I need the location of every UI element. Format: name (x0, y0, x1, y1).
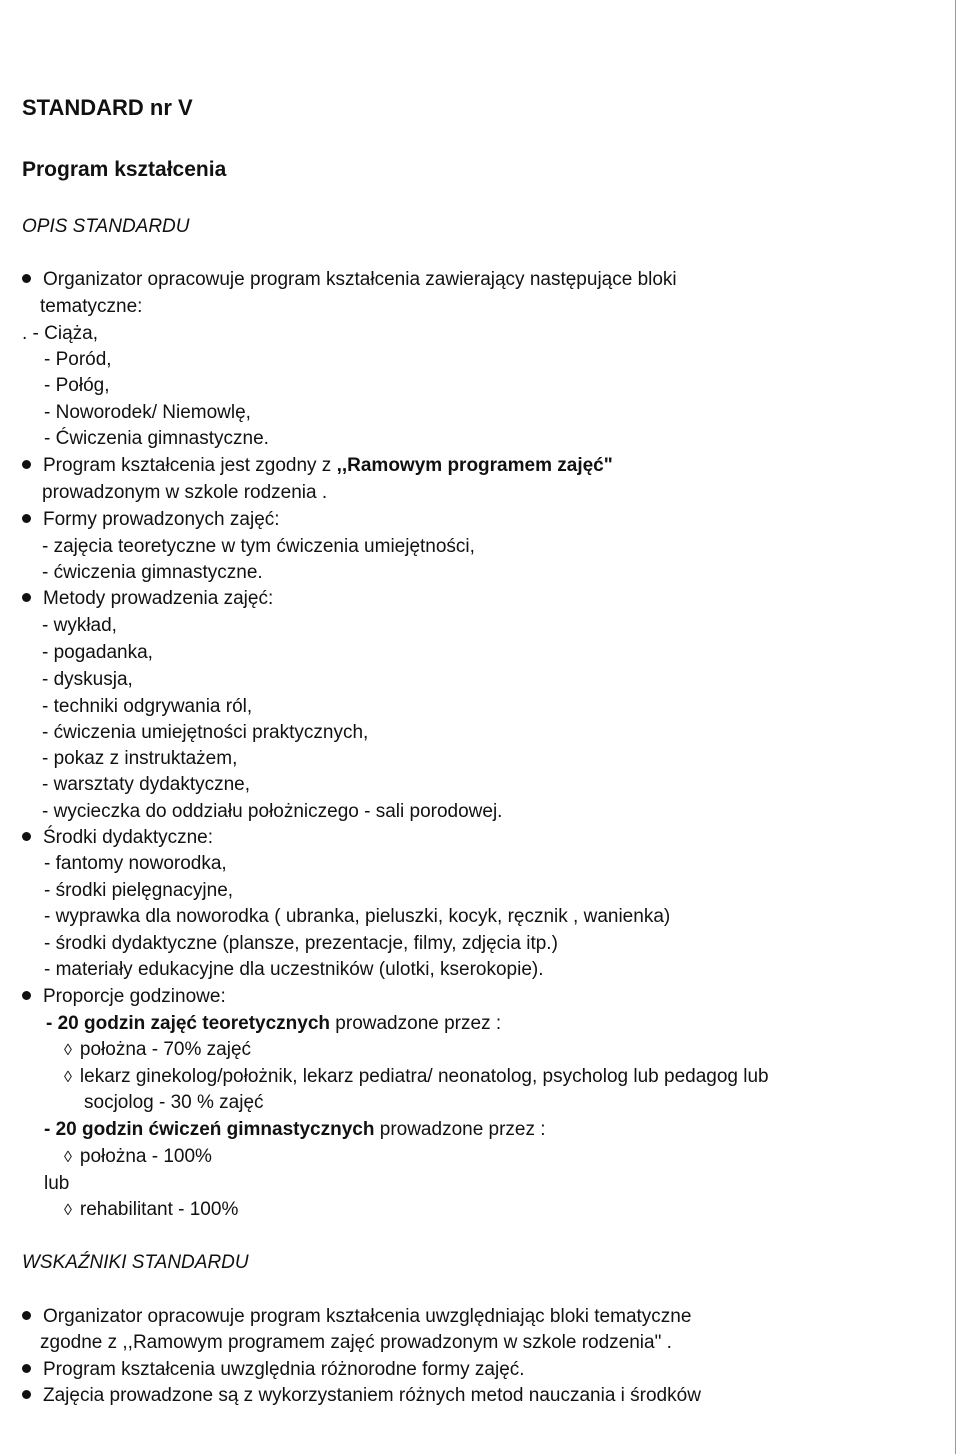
bullet-icon (22, 274, 31, 283)
sub-item: ◊ położna - 70% zajęć (64, 1038, 251, 1063)
section-heading-wskazniki: WSKAŹNIKI STANDARDU (22, 1252, 249, 1273)
diamond-icon: ◊ (64, 1042, 72, 1059)
section-heading-opis: OPIS STANDARDU (22, 216, 190, 237)
bullet-item: Środki dydaktyczne: (22, 826, 213, 850)
text-line: socjolog - 30 % zajęć (84, 1092, 264, 1113)
bullet-item: Organizator opracowuje program kształcenia uwzględniając bloki tematyczne (22, 1305, 691, 1329)
bullet-icon (22, 1364, 31, 1373)
list-item: - Poród, (44, 349, 112, 370)
list-item: - wycieczka do oddziału położniczego - sali porodowej. (42, 801, 503, 822)
bullet-icon (22, 832, 31, 841)
bullet-item: Proporcje godzinowe: (22, 985, 226, 1009)
list-item: - warsztaty dydaktyczne, (42, 774, 251, 795)
list-item: - ćwiczenia umiejętności praktycznych, (42, 722, 369, 743)
list-item: - wykład, (42, 615, 117, 636)
list-item: - ćwiczenia gimnastyczne. (42, 562, 263, 583)
text-line: lub (44, 1173, 70, 1194)
scan-edge-line (955, 0, 956, 1454)
bullet-icon (22, 514, 31, 523)
bullet-item: Zajęcia prowadzone są z wykorzystaniem różnych metod nauczania i środków (22, 1384, 701, 1408)
list-item: - Noworodek/ Niemowlę, (44, 402, 251, 423)
list-item: - 20 godzin ćwiczeń gimnastycznych prowadzone przez : (44, 1119, 546, 1140)
list-item: - wyprawka dla noworodka ( ubranka, pieluszki, kocyk, ręcznik , wanienka) (44, 906, 671, 927)
list-item: - pokaz z instruktażem, (42, 748, 238, 769)
bullet-icon (22, 1311, 31, 1320)
list-item: - środki dydaktyczne (plansze, prezentacje, filmy, zdjęcia itp.) (44, 933, 558, 954)
text-line: prowadzonym w szkole rodzenia . (42, 482, 328, 503)
bullet-icon (22, 991, 31, 1000)
list-item: - materiały edukacyjne dla uczestników (ulotki, kserokopie). (44, 959, 544, 980)
diamond-icon: ◊ (64, 1202, 72, 1219)
list-item: - techniki odgrywania ról, (42, 696, 253, 717)
sub-item: ◊ rehabilitant - 100% (64, 1198, 238, 1223)
bullet-item: Metody prowadzenia zajęć: (22, 587, 273, 611)
list-item: . - Ciąża, (22, 323, 99, 344)
text-line: tematyczne: (40, 296, 143, 317)
list-item: - Ćwiczenia gimnastyczne. (44, 428, 269, 449)
diamond-icon: ◊ (64, 1069, 72, 1086)
bullet-item: Organizator opracowuje program kształcenia zawierający następujące bloki (22, 268, 677, 292)
page-title: STANDARD nr V (22, 95, 193, 120)
list-item: - Połóg, (44, 375, 110, 396)
list-item: - zajęcia teoretyczne w tym ćwiczenia umiejętności, (42, 536, 475, 557)
list-item: - środki pielęgnacyjne, (44, 880, 234, 901)
text-line: zgodne z ,,Ramowym programem zajęć prowadzonym w szkole rodzenia" . (40, 1332, 672, 1353)
list-item: - 20 godzin zajęć teoretycznych prowadzone przez : (46, 1013, 502, 1034)
sub-item: ◊ położna - 100% (64, 1145, 212, 1170)
sub-item: ◊ lekarz ginekolog/położnik, lekarz pediatra/ neonatolog, psycholog lub pedagog lub (64, 1065, 769, 1090)
bullet-item: Formy prowadzonych zajęć: (22, 508, 280, 532)
bullet-icon (22, 460, 31, 469)
list-item: - fantomy noworodka, (44, 853, 227, 874)
bullet-item: Program kształcenia jest zgodny z ,,Ramowym programem zajęć" (22, 454, 613, 478)
list-item: - pogadanka, (42, 642, 153, 663)
bullet-item: Program kształcenia uwzględnia różnorodne formy zajęć. (22, 1358, 525, 1382)
diamond-icon: ◊ (64, 1149, 72, 1166)
page-subtitle: Program kształcenia (22, 158, 227, 181)
list-item: - dyskusja, (42, 669, 133, 690)
bullet-icon (22, 1390, 31, 1399)
bullet-icon (22, 593, 31, 602)
